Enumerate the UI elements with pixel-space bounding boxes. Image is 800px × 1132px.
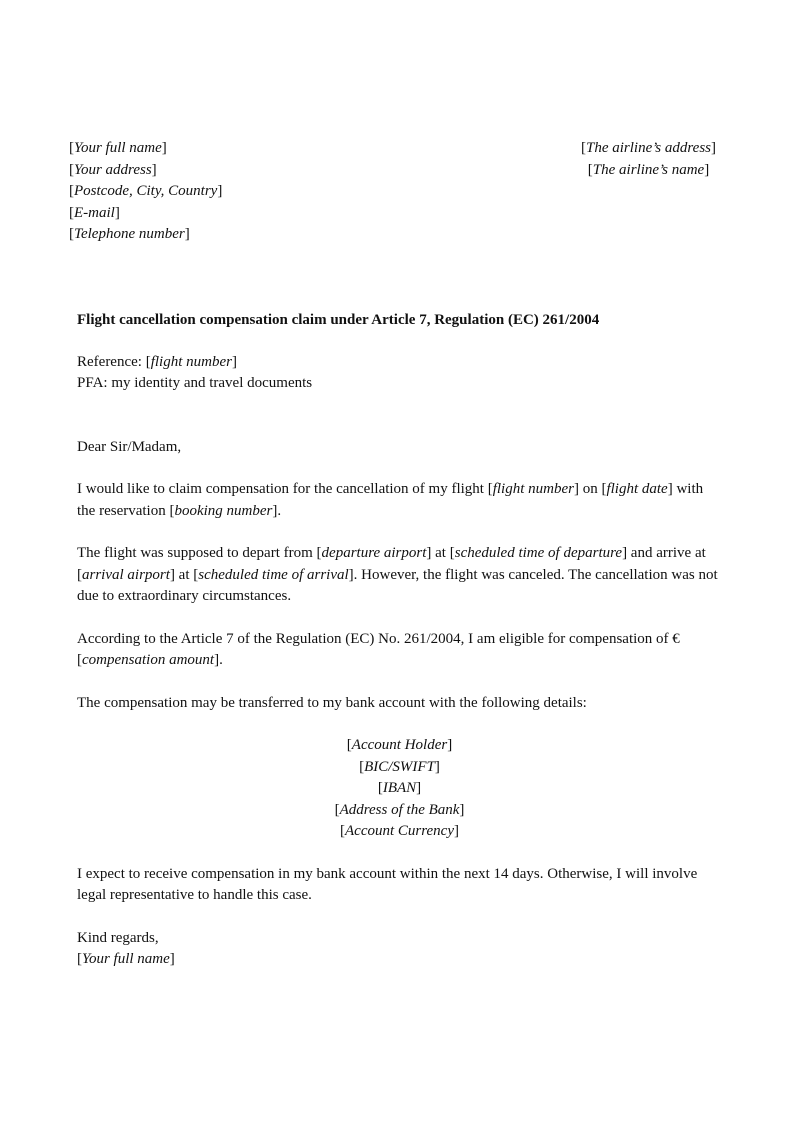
sender-full-name: [Your full name] [69, 140, 167, 156]
closing-line: Kind regards, [77, 929, 159, 946]
bank-address: [Address of the Bank] [334, 801, 465, 818]
bank-account-holder: [Account Holder] [346, 737, 453, 753]
sender-postcode-city-country: [Postcode, City, Country] [69, 183, 223, 199]
closing-block [77, 928, 722, 971]
bank-currency: [Account Currency] [340, 823, 459, 839]
bank-bic-swift: [BIC/SWIFT] [359, 758, 440, 775]
recipient-block [581, 138, 716, 181]
recipient-airline-address: [The airline’s address] [580, 140, 716, 156]
paragraph-transfer: The compensation may be transferred to my bank account with the following details: [77, 694, 587, 711]
sender-block [69, 138, 222, 246]
signature-name: [Your full name] [77, 951, 175, 967]
bank-iban: [IBAN] [377, 780, 422, 796]
sender-email: [E-mail] [69, 204, 120, 221]
paragraph-eligibility: According to the Article 7 of the Regulation (EC) No. 261/2004, I am eligible for compensation of €[compensation amount]. [77, 630, 680, 668]
salutation: Dear Sir/Madam, [77, 438, 182, 455]
paragraph-flight-details: The flight was supposed to depart from [departure airport] at [scheduled time of departure] and arrive at [arrival airport] at [scheduled time of arrival]. However, the flight was canceled. The cancellation was not due to extraordinary circumstances. [77, 545, 718, 604]
pfa-line: PFA: my identity and travel documents [77, 375, 313, 391]
paragraph-deadline: I expect to receive compensation in my bank account within the next 14 days. Otherwise, I will involve legal representative to handle this case. [77, 865, 698, 903]
sender-address: [Your address] [69, 161, 157, 178]
letter-title: Flight cancellation compensation claim under Article 7, Regulation (EC) 261/2004 [77, 312, 600, 328]
paragraph-claim: I would like to claim compensation for the cancellation of my flight [flight number] on [flight date] with the reservation [booking number]. [77, 481, 704, 519]
recipient-airline-name: [The airline’s name] [587, 161, 710, 178]
reference-block [77, 352, 722, 395]
letter-body [77, 310, 722, 992]
sender-telephone: [Telephone number] [69, 226, 190, 242]
bank-details-block [77, 735, 722, 843]
reference-line: Reference: [flight number] [77, 353, 237, 370]
